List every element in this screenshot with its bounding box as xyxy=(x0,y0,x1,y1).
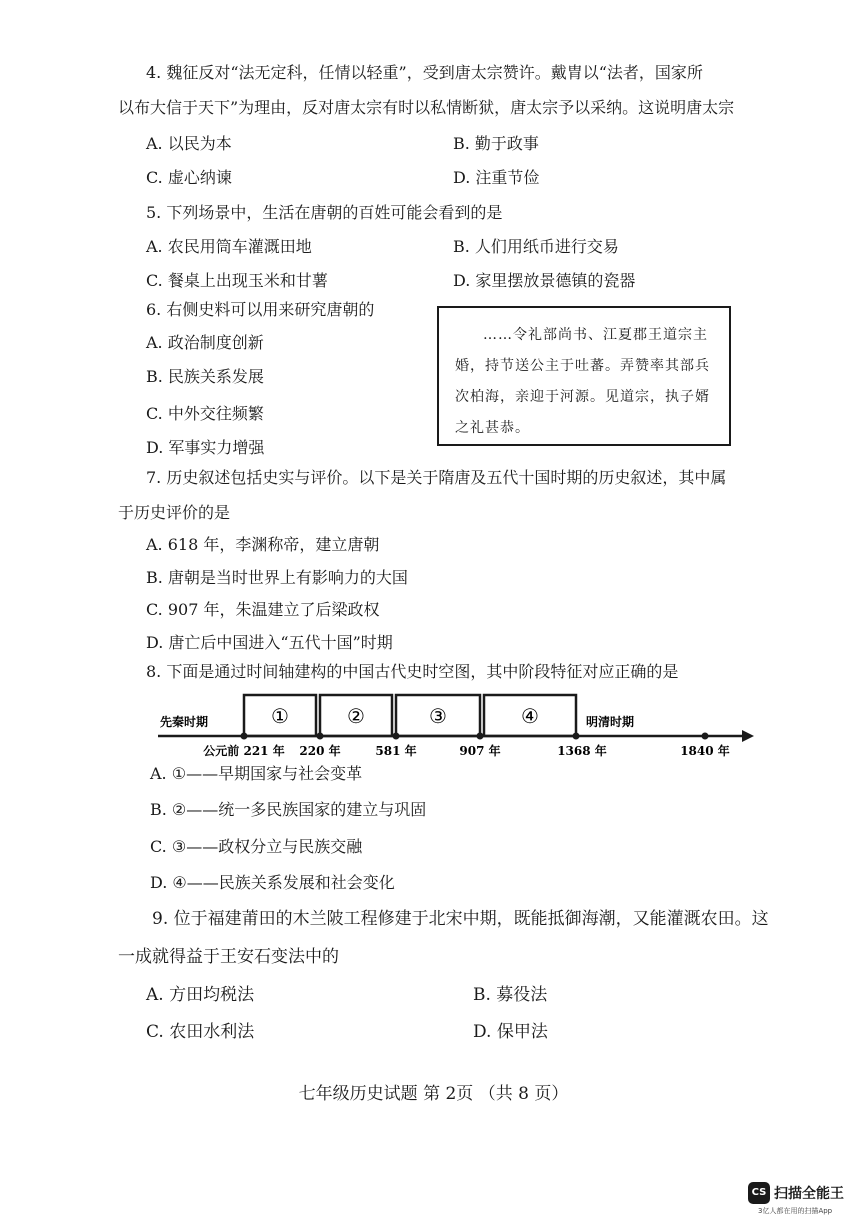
timeline-tick-dot xyxy=(393,733,400,740)
timeline-tick-dot xyxy=(241,733,248,740)
timeline-tick-dot xyxy=(573,733,580,740)
timeline-tick-dot xyxy=(477,733,484,740)
q7-stem-line2: 于历史评价的是 xyxy=(118,503,231,522)
q6-stem: 6. 右侧史料可以用来研究唐朝的 xyxy=(146,300,375,319)
scanner-watermark xyxy=(748,1180,860,1216)
timeline-tick-label: 907 年 xyxy=(459,744,501,758)
q4-stem-line2: 以布大信于天下”为理由，反对唐太宗有时以私情断狱，唐太宗予以采纳。这说明唐太宗 xyxy=(118,98,735,117)
q8-option-c: C. ③——政权分立与民族交融 xyxy=(150,837,363,856)
q7-stem-line1: 7. 历史叙述包括史实与评价。以下是关于隋唐及五代十国时期的历史叙述，其中属 xyxy=(146,468,727,487)
q7-option-c: C. 907 年，朱温建立了后梁政权 xyxy=(146,600,380,619)
q5-option-a: A. 农民用筒车灌溉田地 xyxy=(146,237,312,256)
timeline-box-label-4: ④ xyxy=(521,704,539,728)
q8-option-a: A. ①——早期国家与社会变革 xyxy=(150,764,363,783)
timeline-right-label: 明清时期 xyxy=(586,715,635,729)
timeline-tick-label: 公元前 221 年 xyxy=(203,744,285,758)
q6-source-quote: ……令礼部尚书、江夏郡王道宗主婚，持节送公主于吐蕃。弄赞率其部兵次柏海，亲迎于河源。见道宗，执子婿之礼甚恭。 xyxy=(455,327,710,436)
q4-option-d: D. 注重节俭 xyxy=(453,168,540,187)
q9-option-a: A. 方田均税法 xyxy=(146,985,255,1005)
q7-option-b: B. 唐朝是当时世界上有影响力的大国 xyxy=(146,568,408,587)
timeline-tick-label: 220 年 xyxy=(299,744,341,758)
scanner-app-name: 扫描全能王 xyxy=(774,1186,844,1202)
timeline-tick-label: 1368 年 xyxy=(557,744,607,758)
q8-option-d: D. ④——民族关系发展和社会变化 xyxy=(150,873,395,892)
q5-option-b: B. 人们用纸币进行交易 xyxy=(453,237,619,256)
q5-stem: 5. 下列场景中，生活在唐朝的百姓可能会看到的是 xyxy=(146,203,503,222)
timeline-box-label-1: ① xyxy=(271,704,289,728)
q8-stem: 8. 下面是通过时间轴建构的中国古代史时空图，其中阶段特征对应正确的是 xyxy=(146,662,679,681)
q6-option-b: B. 民族关系发展 xyxy=(146,367,264,386)
q4-stem-line1: 4. 魏征反对“法无定科，任情以轻重”，受到唐太宗赞许。戴胄以“法者，国家所 xyxy=(146,63,703,82)
q9-stem-line1: 9. 位于福建莆田的木兰陂工程修建于北宋中期，既能抵御海潮，又能灌溉农田。这 xyxy=(152,909,769,929)
q5-option-d: D. 家里摆放景德镇的瓷器 xyxy=(453,271,636,290)
q6-option-c: C. 中外交往频繁 xyxy=(146,404,264,423)
timeline-tick-label: 581 年 xyxy=(375,744,417,758)
q9-stem-line2: 一成就得益于王安石变法中的 xyxy=(118,947,339,967)
page-footer: 七年级历史试题 第 2页 （共 8 页） xyxy=(298,1084,569,1104)
q4-option-b: B. 勤于政事 xyxy=(453,134,539,153)
timeline-arrow-icon xyxy=(742,730,754,742)
q6-option-a: A. 政治制度创新 xyxy=(146,333,264,352)
timeline-tick-dot xyxy=(702,733,709,740)
scanner-tagline: 3亿人都在用的扫描App xyxy=(758,1207,833,1215)
timeline-left-label: 先秦时期 xyxy=(160,715,209,729)
q5-option-c: C. 餐桌上出现玉米和甘薯 xyxy=(146,271,328,290)
q9-option-c: C. 农田水利法 xyxy=(146,1022,255,1042)
q4-option-c: C. 虚心纳谏 xyxy=(146,168,232,187)
q9-option-b: B. 募役法 xyxy=(473,985,548,1005)
timeline-box-label-3: ③ xyxy=(429,704,447,728)
timeline-tick-label: 1840 年 xyxy=(680,744,730,758)
timeline-tick-dot xyxy=(317,733,324,740)
q6-source-quote-box xyxy=(437,306,731,446)
scanner-logo-icon: CS xyxy=(748,1182,770,1204)
q7-option-d: D. 唐亡后中国进入“五代十国”时期 xyxy=(146,633,393,652)
q6-option-d: D. 军事实力增强 xyxy=(146,438,265,457)
q9-option-d: D. 保甲法 xyxy=(473,1022,548,1042)
q8-option-b: B. ②——统一多民族国家的建立与巩固 xyxy=(150,800,427,819)
timeline-box-label-2: ② xyxy=(347,704,365,728)
q8-timeline-diagram xyxy=(150,688,760,768)
q7-option-a: A. 618 年，李渊称帝，建立唐朝 xyxy=(146,535,380,554)
q4-option-a: A. 以民为本 xyxy=(146,134,232,153)
